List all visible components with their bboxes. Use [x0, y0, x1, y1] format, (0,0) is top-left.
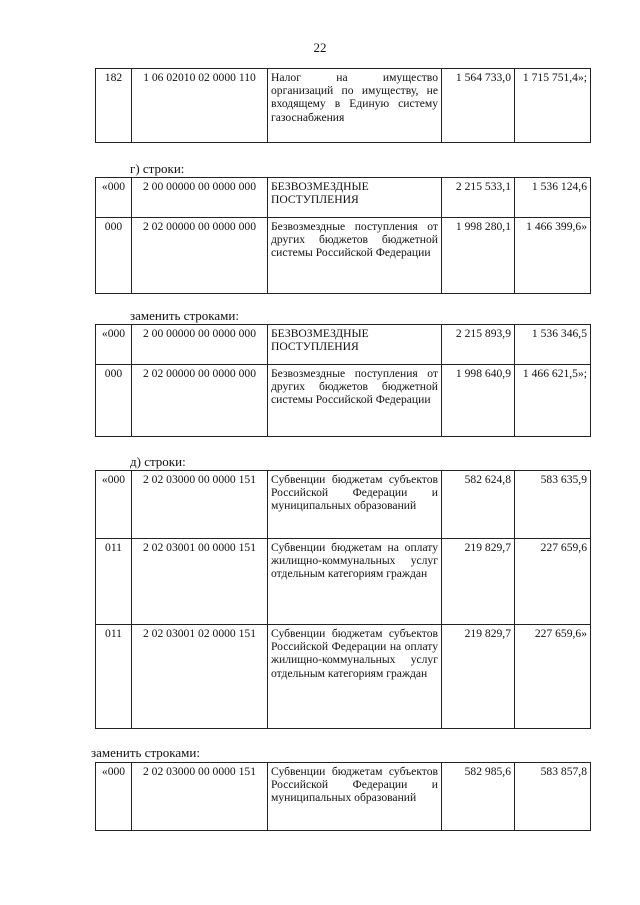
admin-code-cell: 182	[96, 69, 132, 143]
value-cell-1: 2 215 533,1	[442, 178, 515, 218]
section-label-d: д) строки:	[130, 454, 186, 469]
budget-code-cell: 2 02 00000 00 0000 000	[132, 218, 268, 294]
value-cell-2: 1 466 621,5»;	[515, 365, 591, 437]
name-cell: Субвенции бюджетам субъектов Российской Федерации и муниципальных образований	[268, 763, 442, 831]
value-cell-1: 219 829,7	[442, 625, 515, 729]
value-cell-2: 1 536 346,5	[515, 325, 591, 365]
table-tax	[95, 68, 591, 143]
value-cell-1: 2 215 893,9	[442, 325, 515, 365]
admin-code-cell: 000	[96, 218, 132, 294]
admin-code-cell: «000	[96, 178, 132, 218]
budget-code-cell: 2 02 03001 00 0000 151	[132, 539, 268, 625]
value-cell-2: 583 635,9	[515, 471, 591, 539]
value-cell-2: 1 715 751,4»;	[515, 69, 591, 143]
table-g-rows	[95, 177, 591, 294]
section-label-replace-2: заменить строками:	[91, 745, 200, 760]
admin-code-cell: 011	[96, 539, 132, 625]
table-row	[96, 178, 591, 218]
table-row	[96, 69, 591, 143]
table-row	[96, 625, 591, 729]
table-row	[96, 471, 591, 539]
name-cell: БЕЗВОЗМЕЗДНЫЕ ПОСТУПЛЕНИЯ	[268, 178, 442, 218]
value-cell-2: 227 659,6»	[515, 625, 591, 729]
budget-code-cell: 2 02 03000 00 0000 151	[132, 763, 268, 831]
budget-code-cell: 2 02 00000 00 0000 000	[132, 365, 268, 437]
budget-code-cell: 2 00 00000 00 0000 000	[132, 178, 268, 218]
name-cell: Безвозмездные поступления от других бюджетов бюджетной системы Российской Федерации	[268, 365, 442, 437]
table-d-rows	[95, 470, 591, 729]
name-cell: Налог на имущество организаций по имуществу, не входящему в Единую систему газоснабжения	[268, 69, 442, 143]
value-cell-1: 1 998 640,9	[442, 365, 515, 437]
value-cell-2: 1 466 399,6»	[515, 218, 591, 294]
budget-code-cell: 2 02 03001 02 0000 151	[132, 625, 268, 729]
table-row	[96, 325, 591, 365]
name-cell: Субвенции бюджетам субъектов Российской Федерации на оплату жилищно-коммунальных услуг отдельным категориям граждан	[268, 625, 442, 729]
name-cell: БЕЗВОЗМЕЗДНЫЕ ПОСТУПЛЕНИЯ	[268, 325, 442, 365]
value-cell-1: 219 829,7	[442, 539, 515, 625]
admin-code-cell: 011	[96, 625, 132, 729]
admin-code-cell: «000	[96, 471, 132, 539]
table-row	[96, 218, 591, 294]
name-cell: Безвозмездные поступления от других бюджетов бюджетной системы Российской Федерации	[268, 218, 442, 294]
value-cell-2: 227 659,6	[515, 539, 591, 625]
section-label-g: г) строки:	[130, 161, 185, 176]
value-cell-1: 1 564 733,0	[442, 69, 515, 143]
value-cell-2: 583 857,8	[515, 763, 591, 831]
value-cell-1: 582 985,6	[442, 763, 515, 831]
admin-code-cell: 000	[96, 365, 132, 437]
budget-code-cell: 2 00 00000 00 0000 000	[132, 325, 268, 365]
admin-code-cell: «000	[96, 325, 132, 365]
table-replacement-2	[95, 762, 591, 831]
table-replacement-1	[95, 324, 591, 437]
name-cell: Субвенции бюджетам на оплату жилищно-коммунальных услуг отдельным категориям граждан	[268, 539, 442, 625]
value-cell-2: 1 536 124,6	[515, 178, 591, 218]
table-row	[96, 539, 591, 625]
budget-code-cell: 2 02 03000 00 0000 151	[132, 471, 268, 539]
admin-code-cell: «000	[96, 763, 132, 831]
budget-code-cell: 1 06 02010 02 0000 110	[132, 69, 268, 143]
table-row	[96, 365, 591, 437]
page-number: 22	[313, 40, 327, 55]
value-cell-1: 582 624,8	[442, 471, 515, 539]
section-label-replace-1: заменить строками:	[130, 308, 239, 323]
table-row	[96, 763, 591, 831]
name-cell: Субвенции бюджетам субъектов Российской Федерации и муниципальных образований	[268, 471, 442, 539]
value-cell-1: 1 998 280,1	[442, 218, 515, 294]
